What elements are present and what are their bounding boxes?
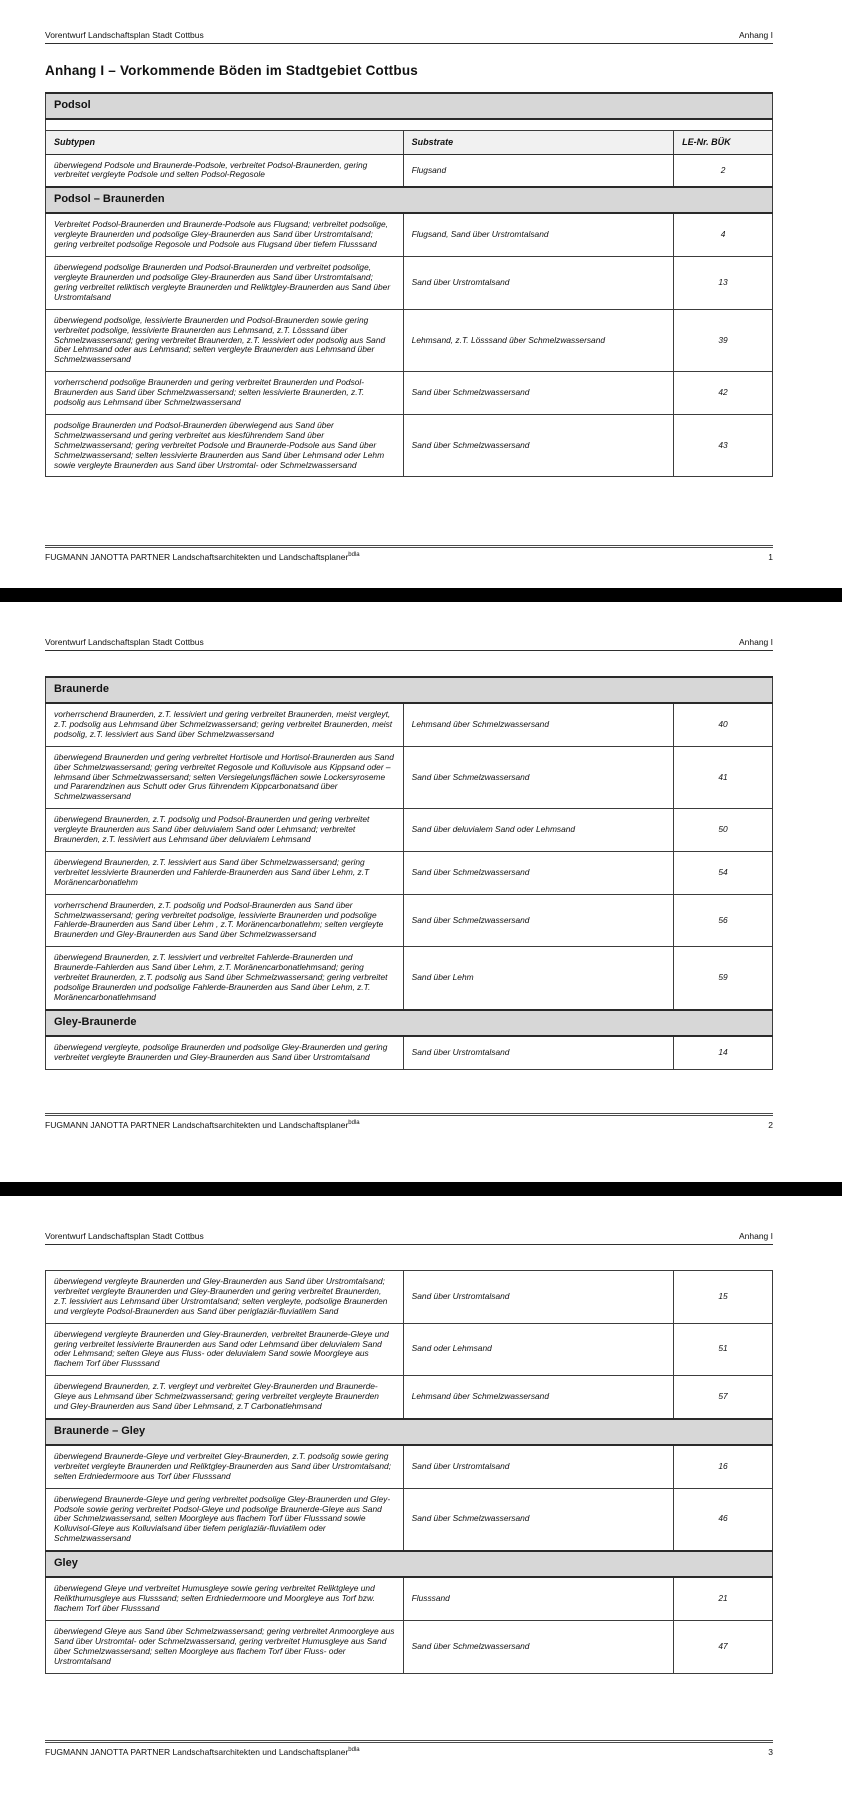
table-row: [46, 809, 773, 852]
le-nr-cell: 40: [674, 703, 773, 746]
section-label: Podsol – Braunerden: [46, 187, 773, 213]
page-footer: [45, 1113, 773, 1130]
table-row: [46, 1445, 773, 1488]
substrate-cell: Sand über Schmelzwassersand: [403, 894, 673, 947]
footer-organisation-text: FUGMANN JANOTTA PARTNER Landschaftsarchitekten und Landschaftsplaner: [45, 1747, 349, 1757]
le-nr-cell: 13: [674, 257, 773, 310]
substrate-cell: Sand über Schmelzwassersand: [403, 1488, 673, 1551]
section-header-row: [46, 187, 773, 213]
header-right: Anhang I: [738, 1231, 773, 1241]
header-right: Anhang I: [738, 637, 773, 647]
subtypen-cell: vorherrschend Braunerden, z.T. lessiviert und gering verbreitet Braunerden, meist vergleyt, z.T. podsolig aus Lehmsand über Schmelzwassersand; gering verbreitet Braunerden, meist podsolig, z.T. lessiviert aus Sand über Schmelzwassersand: [46, 703, 404, 746]
table-row: [46, 703, 773, 746]
page-footer: [45, 1740, 773, 1757]
table-row: [46, 1577, 773, 1620]
substrate-cell: Sand über Schmelzwassersand: [403, 414, 673, 477]
footer-organisation: [45, 552, 360, 562]
le-nr-cell: 39: [674, 309, 773, 372]
le-nr-cell: 56: [674, 894, 773, 947]
page-separator-bar: [0, 588, 842, 602]
subtypen-cell: überwiegend Braunerde-Gleye und verbreitet Gley-Braunerden, z.T. podsolig sowie gering verbreitet vergleyte Braunerden und Reliktgley-Braunerden aus Sand über Urstromtalsand; selten Erdniedermoore aus Torf über Flusssand: [46, 1445, 404, 1488]
substrate-cell: Sand über Urstromtalsand: [403, 1271, 673, 1324]
substrate-cell: Sand über Urstromtalsand: [403, 1445, 673, 1488]
section-header-row: [46, 677, 773, 703]
header-left: Vorentwurf Landschaftsplan Stadt Cottbus: [45, 1231, 204, 1241]
substrate-cell: Sand über Schmelzwassersand: [403, 1620, 673, 1673]
table-row: [46, 1036, 773, 1069]
spacer-cell: [46, 119, 773, 131]
table-row: [46, 746, 773, 809]
subtypen-cell: podsolige Braunerden und Podsol-Braunerden überwiegend aus Sand über Schmelzwassersand und gering verbreitet aus kiesführendem Sand über Schmelzwassersand; gering verbreitet Podsole und Braunerde-Podsole aus Sand über Schmelzwassersand; selten lessivierte Braunerden aus Sand über Lehmsand oder Lehm sowie vergleyte Braunerden aus Sand über Urstromtal- oder Schmelzwassersand: [46, 414, 404, 477]
table-row: [46, 1488, 773, 1551]
le-nr-cell: 51: [674, 1323, 773, 1376]
le-nr-cell: 16: [674, 1445, 773, 1488]
table-row: [46, 1376, 773, 1419]
subtypen-cell: überwiegend Braunerden, z.T. vergleyt und verbreitet Gley-Braunerden und Braunerde-Gleye aus Lehmsand über Schmelzwassersand; gering verbreitet vergleyte Braunerden und Gley-Braunerden aus Sand über Lehmsand, z.T Carbonatlehmsand: [46, 1376, 404, 1419]
le-nr-cell: 46: [674, 1488, 773, 1551]
subtypen-cell: überwiegend Podsole und Braunerde-Podsole, verbreitet Podsol-Braunerden, gering verbreitet vergleyte Podsole und selten Podsol-Regosole: [46, 154, 404, 187]
substrate-cell: Sand über Schmelzwassersand: [403, 372, 673, 415]
page-3: [0, 1196, 842, 1795]
table-row: [46, 309, 773, 372]
le-nr-cell: 47: [674, 1620, 773, 1673]
subtypen-cell: überwiegend Braunerden, z.T. lessiviert und verbreitet Fahlerde-Braunerden und Braunerde-Fahlerden aus Sand über Lehm, z.T. Moränencarbonatlehmsand; gering verbreitet Braunerden, z.T. podsolig aus Sand über Schmelzwassersand; gering verbreitet podsolige Braunerden und podsolige Fahlerde-Braunerden aus Sand über Lehm, z.T. Moränencarbonatlehmsand: [46, 947, 404, 1010]
page-footer: [45, 545, 773, 562]
section-label: Braunerde – Gley: [46, 1419, 773, 1445]
spacer-row: [46, 119, 773, 131]
footer-organisation-text: FUGMANN JANOTTA PARTNER Landschaftsarchitekten und Landschaftsplaner: [45, 1120, 349, 1130]
section-label: Podsol: [46, 93, 773, 119]
section-header-row: [46, 1419, 773, 1445]
subtypen-cell: vorherrschend podsolige Braunerden und gering verbreitet Braunerden und Podsol-Braunerden aus Sand über Schmelzwassersand; selten lessivierte Braunerden, z.T. podsolig aus Lehmsand über Schmelzwassersand: [46, 372, 404, 415]
subtypen-cell: überwiegend Braunerde-Gleye und gering verbreitet podsolige Gley-Braunerden und Gley-Podsole sowie gering verbreitet Podsol-Gleye und podsolige Braunerde-Gleye aus Sand über Schmelzwassersand, selten Moorgleye aus flachem Torf über Flusssand sowie Kolluvisol-Gleye aus Kolluvialsand über tiefem periglaziär-fluviatilem oder Schmelzwassersand: [46, 1488, 404, 1551]
substrate-cell: Sand über Urstromtalsand: [403, 1036, 673, 1069]
column-header-row: [46, 130, 773, 154]
table-row: [46, 1271, 773, 1324]
footer-organisation-sup: bdla: [348, 1120, 360, 1127]
table-row: [46, 1620, 773, 1673]
subtypen-cell: überwiegend podsolige, lessivierte Braunerden und Podsol-Braunerden sowie gering verbreitet podsolige, lessivierte Braunerden aus Lehmsand, z.T. Lösssand über Schmelzwassersand; gering verbreitet Braunerden, z.T. lessiviert oder podsolig aus Sand über Lehmsand oder aus Lehmsand; selten vergleyte Braunerden aus Lehmsand über Schmelzwassersand: [46, 309, 404, 372]
section-label: Braunerde: [46, 677, 773, 703]
header-left: Vorentwurf Landschaftsplan Stadt Cottbus: [45, 637, 204, 647]
subtypen-cell: überwiegend vergleyte, podsolige Braunerden und podsolige Gley-Braunerden und gering verbreitet vergleyte Braunerden und Gley-Braunerden aus Sand über Urstromtalsand: [46, 1036, 404, 1069]
page-number: 1: [768, 552, 773, 562]
substrate-cell: Sand über Lehm: [403, 947, 673, 1010]
le-nr-cell: 54: [674, 851, 773, 894]
column-header-le-nr: LE-Nr. BÜK: [674, 130, 773, 154]
page-number: 2: [768, 1120, 773, 1130]
substrate-cell: Sand über Schmelzwassersand: [403, 746, 673, 809]
substrate-cell: Sand über Urstromtalsand: [403, 257, 673, 310]
substrate-cell: Lehmsand, z.T. Lösssand über Schmelzwassersand: [403, 309, 673, 372]
substrate-cell: Flugsand: [403, 154, 673, 187]
header-left: Vorentwurf Landschaftsplan Stadt Cottbus: [45, 30, 204, 40]
soil-table-page-2: [45, 676, 773, 1070]
section-header-row: [46, 1551, 773, 1577]
subtypen-cell: überwiegend podsolige Braunerden und Podsol-Braunerden und verbreitet podsolige, vergleyte Braunerden und podsolige Gley-Braunerden aus Sand über Urstromtalsand; gering verbreitet reliktisch vergleyte Braunerden und Reliktgley-Braunerden aus Sand über Urstromtalsand: [46, 257, 404, 310]
footer-organisation: [45, 1120, 360, 1130]
subtypen-cell: überwiegend vergleyte Braunerden und Gley-Braunerden, verbreitet Braunerde-Gleye und gering verbreitet lessivierte Braunerden aus Sand oder Lehmsand über deluvialem Sand oder Lehmsand; selten Gleye aus Fluss- oder deluvialem Sand sowie Moorgleye aus flachem Torf über Flusssand: [46, 1323, 404, 1376]
subtypen-cell: vorherrschend Braunerden, z.T. podsolig und Podsol-Braunerden aus Sand über Schmelzwassersand; gering verbreitet podsolige, lessivierte Braunerden und podsolige Fahlerde-Braunerden aus Sand über Lehm , z.T. Moränencarbonatlehm; selten vergleyte Braunerden und Gley-Braunerden aus Sand über Schmelzwassersand: [46, 894, 404, 947]
table-row: [46, 414, 773, 477]
subtypen-cell: überwiegend Gleye und verbreitet Humusgleye sowie gering verbreitet Reliktgleye und Relikthumusgleye aus Flusssand; selten Erdniedermoore und Moorgleye aus Torf bzw. flachem Torf über Flusssand: [46, 1577, 404, 1620]
subtypen-cell: Verbreitet Podsol-Braunerden und Braunerde-Podsole aus Flugsand; verbreitet podsolige, vergleyte Braunerden und podsolige Gley-Braunerden aus Sand über Urstromtalsand; gering verbreitet podsolige Regosole und Podsole aus Flugsand über tiefem Flusssand: [46, 213, 404, 256]
page-separator-bar: [0, 1182, 842, 1196]
page-title: Anhang I – Vorkommende Böden im Stadtgebiet Cottbus: [45, 63, 418, 78]
le-nr-cell: 57: [674, 1376, 773, 1419]
soil-table-page-3: [45, 1270, 773, 1674]
footer-organisation-sup: bdla: [348, 552, 360, 559]
column-header-substrate: Substrate: [403, 130, 673, 154]
column-header-subtypen: Subtypen: [46, 130, 404, 154]
header-right: Anhang I: [738, 30, 773, 40]
subtypen-cell: überwiegend Braunerden, z.T. podsolig und Podsol-Braunerden und gering verbreitet vergleyte Braunerden aus Sand über deluvialem Sand oder Lehmsand; verbreitet Braunerden, z.T. lessiviert aus Lehmsand über deluvialem Lehmsand: [46, 809, 404, 852]
le-nr-cell: 42: [674, 372, 773, 415]
substrate-cell: Flugsand, Sand über Urstromtalsand: [403, 213, 673, 256]
substrate-cell: Lehmsand über Schmelzwassersand: [403, 1376, 673, 1419]
le-nr-cell: 43: [674, 414, 773, 477]
substrate-cell: Sand über Schmelzwassersand: [403, 851, 673, 894]
page-number: 3: [768, 1747, 773, 1757]
page-header: [45, 30, 773, 44]
table-row: [46, 894, 773, 947]
page-2: [0, 602, 842, 1182]
table-row: [46, 851, 773, 894]
le-nr-cell: 59: [674, 947, 773, 1010]
subtypen-cell: überwiegend Gleye aus Sand über Schmelzwassersand; gering verbreitet Anmoorgleye aus Sand über Urstromtal- oder Schmelzwassersand, gering verbreitet Humusgleye aus Sand über Schmelzwassersand; selten Moorgleye aus flachem Torf über Fluss- oder Urstromtalsand: [46, 1620, 404, 1673]
page-header: [45, 637, 773, 651]
le-nr-cell: 50: [674, 809, 773, 852]
subtypen-cell: überwiegend vergleyte Braunerden und Gley-Braunerden aus Sand über Urstromtalsand; verbreitet vergleyte Braunerden und Gley-Braunerden und gering verbreitet Braunerden, z.T. lessiviert aus Lehmsand über Urstromtalsand; selten vergleyte, podsolige Braunerden und vergleyte Podsol-Braunerden aus Sand über periglaziär-fluviatilem Sand: [46, 1271, 404, 1324]
le-nr-cell: 21: [674, 1577, 773, 1620]
table-row: [46, 257, 773, 310]
table-row: [46, 1323, 773, 1376]
section-header-row: [46, 1010, 773, 1036]
section-label: Gley-Braunerde: [46, 1010, 773, 1036]
le-nr-cell: 15: [674, 1271, 773, 1324]
subtypen-cell: überwiegend Braunerden, z.T. lessiviert aus Sand über Schmelzwassersand; gering verbreitet lessivierte Braunerden und Fahlerde-Braunerden aus Sand über Lehm, z.T Moränencarbonatlehm: [46, 851, 404, 894]
section-label: Gley: [46, 1551, 773, 1577]
substrate-cell: Sand über deluvialem Sand oder Lehmsand: [403, 809, 673, 852]
section-header-row: [46, 93, 773, 119]
page-1: [0, 0, 842, 588]
table-row: [46, 947, 773, 1010]
soil-table-page-1: [45, 92, 773, 477]
footer-organisation-text: FUGMANN JANOTTA PARTNER Landschaftsarchitekten und Landschaftsplaner: [45, 552, 349, 562]
table-row: [46, 154, 773, 187]
le-nr-cell: 4: [674, 213, 773, 256]
table-row: [46, 213, 773, 256]
footer-organisation: [45, 1747, 360, 1757]
substrate-cell: Sand oder Lehmsand: [403, 1323, 673, 1376]
table-row: [46, 372, 773, 415]
le-nr-cell: 2: [674, 154, 773, 187]
footer-organisation-sup: bdla: [348, 1747, 360, 1754]
le-nr-cell: 41: [674, 746, 773, 809]
page-header: [45, 1231, 773, 1245]
substrate-cell: Flusssand: [403, 1577, 673, 1620]
le-nr-cell: 14: [674, 1036, 773, 1069]
subtypen-cell: überwiegend Braunerden und gering verbreitet Hortisole und Hortisol-Braunerden aus Sand über Schmelzwassersand; gering verbreitet Regosole und Kolluvisole aus Kippsand oder –lehmsand über Schmelzwassersand; selten Versiegelungsflächen sowie Lockersyroseme und Pararendzinen aus Schutt oder Grus führendem Kippcarbonatsand über Schmelzwassersand: [46, 746, 404, 809]
substrate-cell: Lehmsand über Schmelzwassersand: [403, 703, 673, 746]
